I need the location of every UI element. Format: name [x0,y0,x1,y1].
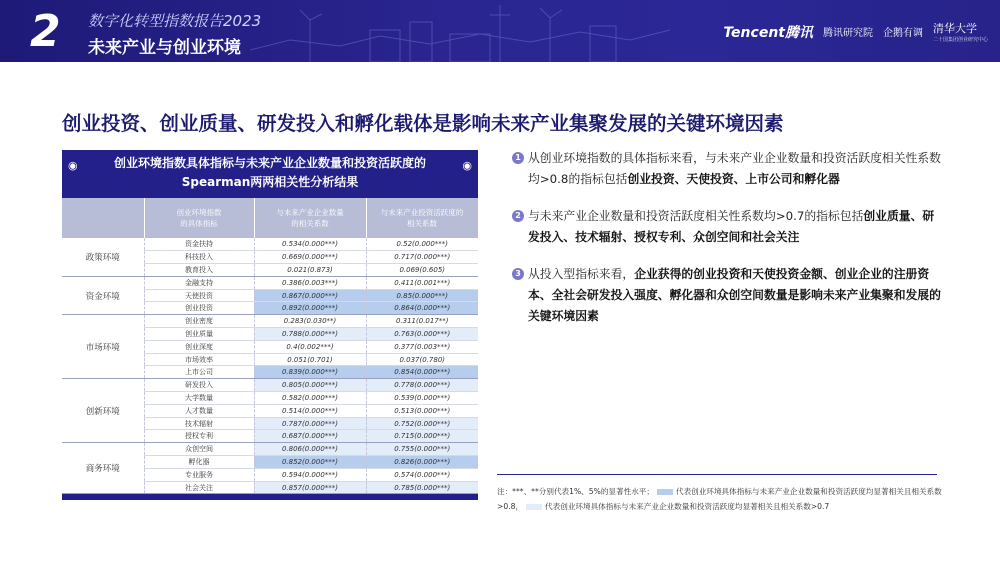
tsinghua-subtitle: 二十国集团创业研究中心 [932,37,988,43]
table-title-line2: Spearman两两相关性分析结果 [181,175,359,189]
key-findings [512,148,944,343]
header-banner [0,0,1000,62]
investment-correlation-cell: 0.037(0.780) [366,353,478,366]
count-correlation-cell: 0.892(0.000***) [254,302,366,315]
indicator-cell: 创业投资 [144,302,254,315]
footnote-light-text: 代表创业环境具体指标与未来产业企业数量和投资活跃度均显著相关且相关系数>0.7 [545,502,830,511]
indicator-cell: 大学数量 [144,392,254,405]
light-highlight-swatch [526,504,542,510]
count-correlation-cell: 0.787(0.000***) [254,417,366,430]
count-correlation-cell: 0.386(0.003***) [254,276,366,289]
investment-correlation-cell: 0.411(0.001***) [366,276,478,289]
footnote-prefix: 注：***、**分别代表1%、5%的显著性水平； [497,487,654,496]
investment-correlation-cell: 0.069(0.605) [366,264,478,277]
table-title [62,150,478,198]
count-correlation-cell: 0.806(0.000***) [254,443,366,456]
finding-text: 从创业环境指数的具体指标来看，与未来产业企业数量和投资活跃度相关性系数均>0.8的指标包括 [528,151,941,186]
investment-correlation-cell: 0.752(0.000***) [366,417,478,430]
investment-correlation-cell: 0.864(0.000***) [366,302,478,315]
table-header-cell: 与未来产业企业数量 的相关系数 [254,198,366,238]
investment-correlation-cell: 0.85(0.000***) [366,289,478,302]
investment-correlation-cell: 0.717(0.000***) [366,251,478,264]
investment-correlation-cell: 0.377(0.003***) [366,340,478,353]
partner-logos [723,20,988,43]
number-badge-icon: 2 [512,210,524,222]
footnote [497,484,942,514]
partner-logo: 企鹅有调 [882,28,923,39]
number-badge-icon: 3 [512,268,524,280]
count-correlation-cell: 0.534(0.000***) [254,238,366,251]
indicator-cell: 教育投入 [144,264,254,277]
count-correlation-cell: 0.514(0.000***) [254,404,366,417]
report-title: 数字化转型指数报告2023 [88,12,262,30]
investment-correlation-cell: 0.52(0.000***) [366,238,478,251]
indicator-cell: 创业深度 [144,340,254,353]
category-cell: 资金环境 [62,276,144,314]
indicator-cell: 科技投入 [144,251,254,264]
indicator-cell: 市场效率 [144,353,254,366]
count-correlation-cell: 0.021(0.873) [254,264,366,277]
category-cell: 创新环境 [62,379,144,443]
count-correlation-cell: 0.051(0.701) [254,353,366,366]
strong-highlight-swatch [657,489,673,495]
count-correlation-cell: 0.687(0.000***) [254,430,366,443]
indicator-cell: 创业密度 [144,315,254,328]
indicator-cell: 创业质量 [144,328,254,341]
table-row [62,276,478,289]
correlation-table [62,198,479,494]
table-row [62,443,478,456]
table-row [62,315,478,328]
investment-correlation-cell: 0.778(0.000***) [366,379,478,392]
table-header-row [62,198,478,238]
count-correlation-cell: 0.4(0.002***) [254,340,366,353]
category-cell: 政策环境 [62,238,144,276]
count-correlation-cell: 0.839(0.000***) [254,366,366,379]
investment-correlation-cell: 0.539(0.000***) [366,392,478,405]
finding-bold-text: 创业质量、研发投入、技术辐射、授权专利、众创空间和社会关注 [528,209,935,244]
count-correlation-cell: 0.857(0.000***) [254,481,366,494]
tsinghua-logo [933,20,988,43]
indicator-cell: 上市公司 [144,366,254,379]
indicator-cell: 人才数量 [144,404,254,417]
category-cell: 市场环境 [62,315,144,379]
finding-text: 从投入型指标来看， [528,267,635,281]
tencent-logo: Tencent腾讯 [723,24,813,41]
indicator-cell: 技术辐射 [144,417,254,430]
note-divider [497,474,937,475]
table-row [62,379,478,392]
tsinghua-name: 清华大学 [932,22,977,35]
finding-bold-text: 企业获得的创业投资和天使投资金额、创业企业的注册资本、全社会研发投入强度、孵化器和众创空间数量是影响未来产业集聚和发展的关键环境因素 [528,267,941,323]
table-row [62,238,478,251]
target-bullet-icon: ◉ [462,159,472,172]
count-correlation-cell: 0.867(0.000***) [254,289,366,302]
research-institute-logo: 腾讯研究院 [822,28,873,39]
table-header-cell [62,198,144,238]
investment-correlation-cell: 0.574(0.000***) [366,468,478,481]
investment-correlation-cell: 0.785(0.000***) [366,481,478,494]
footnote-strong-text: 代表创业环境具体指标与未来产业企业数量和投资活跃度均显著相关且相关系数>0.8， [497,487,942,511]
count-correlation-cell: 0.669(0.000***) [254,251,366,264]
indicator-cell: 研发投入 [144,379,254,392]
table-footer-bar [62,494,478,500]
number-badge-icon: 1 [512,152,524,164]
indicator-cell: 金融支持 [144,276,254,289]
investment-correlation-cell: 0.763(0.000***) [366,328,478,341]
indicator-cell: 众创空间 [144,443,254,456]
indicator-cell: 授权专利 [144,430,254,443]
investment-correlation-cell: 0.513(0.000***) [366,404,478,417]
page-headline: 创业投资、创业质量、研发投入和孵化载体是影响未来产业集聚发展的关键环境因素 [62,112,784,135]
target-bullet-icon: ◉ [68,159,78,172]
category-cell: 商务环境 [62,443,144,494]
chapter-number: 2 [30,6,61,57]
count-correlation-cell: 0.805(0.000***) [254,379,366,392]
finding-item [512,206,944,248]
count-correlation-cell: 0.788(0.000***) [254,328,366,341]
indicator-cell: 天使投资 [144,289,254,302]
indicator-cell: 孵化器 [144,456,254,469]
finding-bold-text: 创业投资、天使投资、上市公司和孵化器 [627,172,840,186]
investment-correlation-cell: 0.311(0.017**) [366,315,478,328]
count-correlation-cell: 0.852(0.000***) [254,456,366,469]
table-header-cell: 与未来产业投资活跃度的 相关系数 [366,198,478,238]
investment-correlation-cell: 0.826(0.000***) [366,456,478,469]
indicator-cell: 专业服务 [144,468,254,481]
finding-text: 与未来产业企业数量和投资活跃度相关性系数均>0.7的指标包括 [528,209,864,223]
finding-item [512,148,944,190]
indicator-cell: 社会关注 [144,481,254,494]
correlation-table-card [62,150,478,518]
investment-correlation-cell: 0.755(0.000***) [366,443,478,456]
count-correlation-cell: 0.582(0.000***) [254,392,366,405]
investment-correlation-cell: 0.854(0.000***) [366,366,478,379]
count-correlation-cell: 0.283(0.030**) [254,315,366,328]
table-header-cell: 创业环境指数 的具体指标 [144,198,254,238]
section-title: 未来产业与创业环境 [88,38,241,58]
count-correlation-cell: 0.594(0.000***) [254,468,366,481]
table-title-line1: 创业环境指数具体指标与未来产业企业数量和投资活跃度的 [113,156,426,170]
finding-item [512,264,944,327]
city-skyline-decoration [250,0,670,62]
indicator-cell: 资金扶持 [144,238,254,251]
investment-correlation-cell: 0.715(0.000***) [366,430,478,443]
